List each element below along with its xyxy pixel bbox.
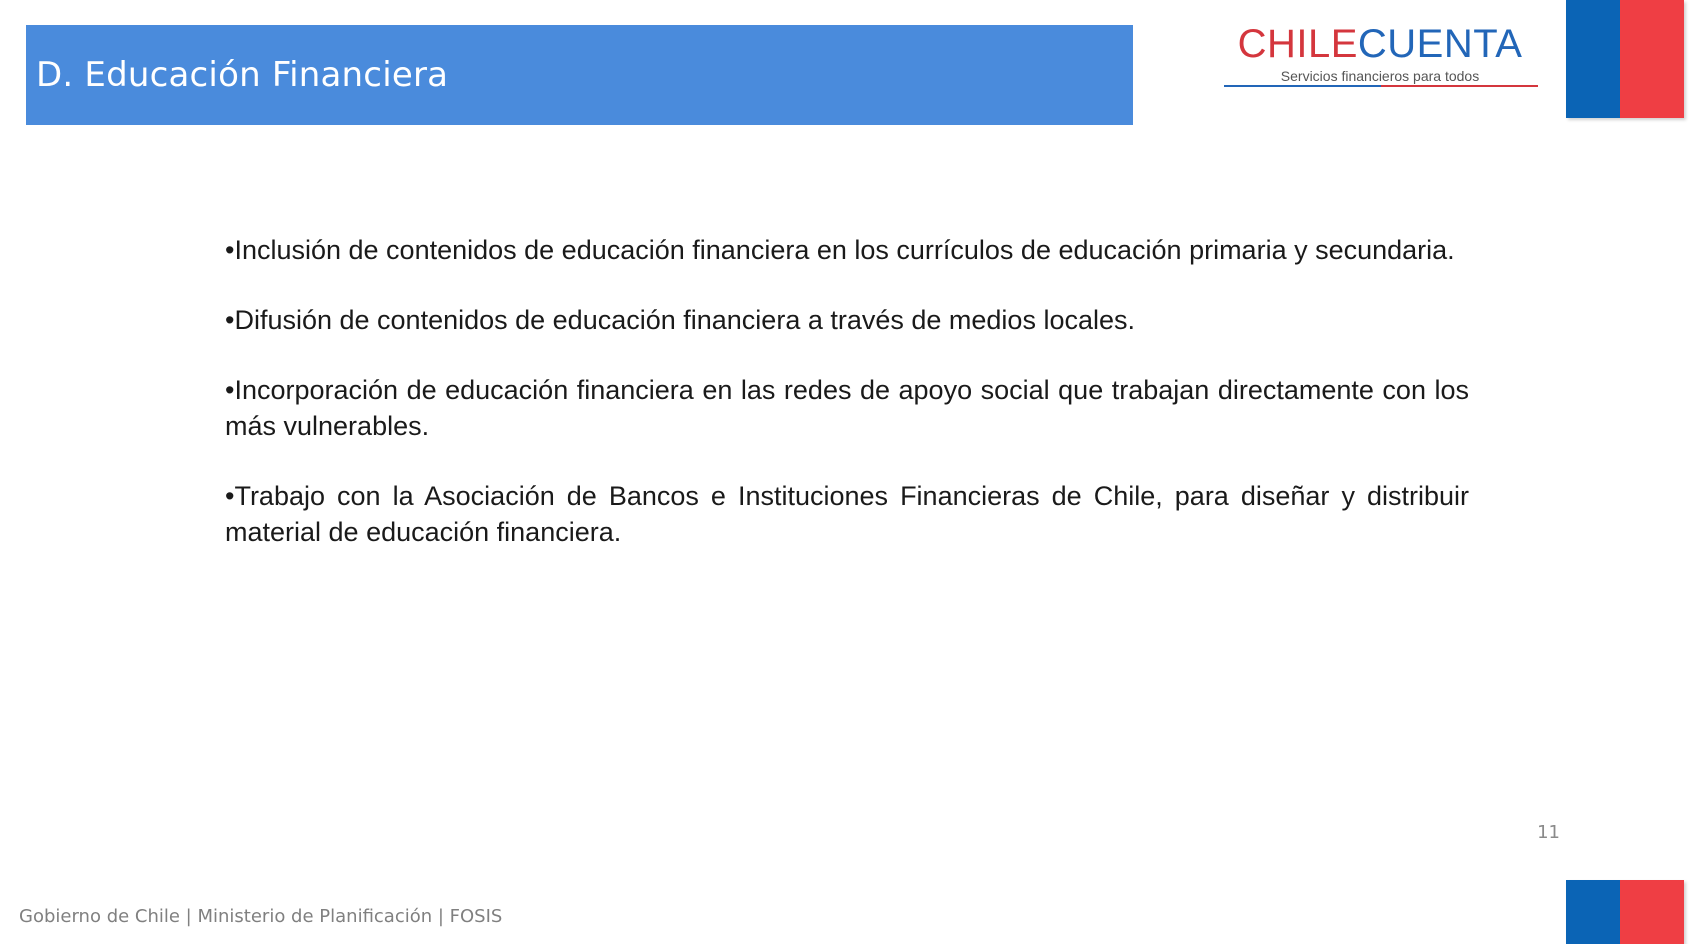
footer-text: Gobierno de Chile | Ministerio de Planificación | FOSIS xyxy=(19,906,503,927)
bullet-item: •Inclusión de contenidos de educación financiera en los currículos de educación primaria y secundaria. xyxy=(225,235,1455,265)
chile-flag-stripe-bottom xyxy=(1566,880,1684,944)
logo-word-cuenta: CUENTA xyxy=(1357,22,1523,66)
chile-flag-stripe-top xyxy=(1566,0,1684,118)
page-number: 11 xyxy=(1537,822,1560,843)
flag-blue-block xyxy=(1566,880,1620,944)
bullet-list xyxy=(225,232,1469,584)
flag-red-block xyxy=(1620,880,1684,944)
logo-tagline: Servicios financieros para todos xyxy=(1280,68,1480,84)
flag-blue-block xyxy=(1566,0,1620,118)
slide-title: D. Educación Financiera xyxy=(36,55,449,95)
title-bar xyxy=(26,25,1133,125)
flag-red-block xyxy=(1620,0,1684,118)
logo-wordmark xyxy=(1222,22,1538,66)
bullet-item: •Incorporación de educación financiera en las redes de apoyo social que trabajan directamente con los más vulnerables. xyxy=(225,375,1469,441)
chilecuenta-logo xyxy=(1222,22,1538,92)
bullet-item: •Trabajo con la Asociación de Bancos e Instituciones Financieras de Chile, para diseñar y distribuir material de educación financiera. xyxy=(225,481,1469,547)
bullet-item: •Difusión de contenidos de educación financiera a través de medios locales. xyxy=(225,305,1135,335)
logo-underline xyxy=(1224,85,1538,87)
logo-word-chile: CHILE xyxy=(1237,22,1358,66)
